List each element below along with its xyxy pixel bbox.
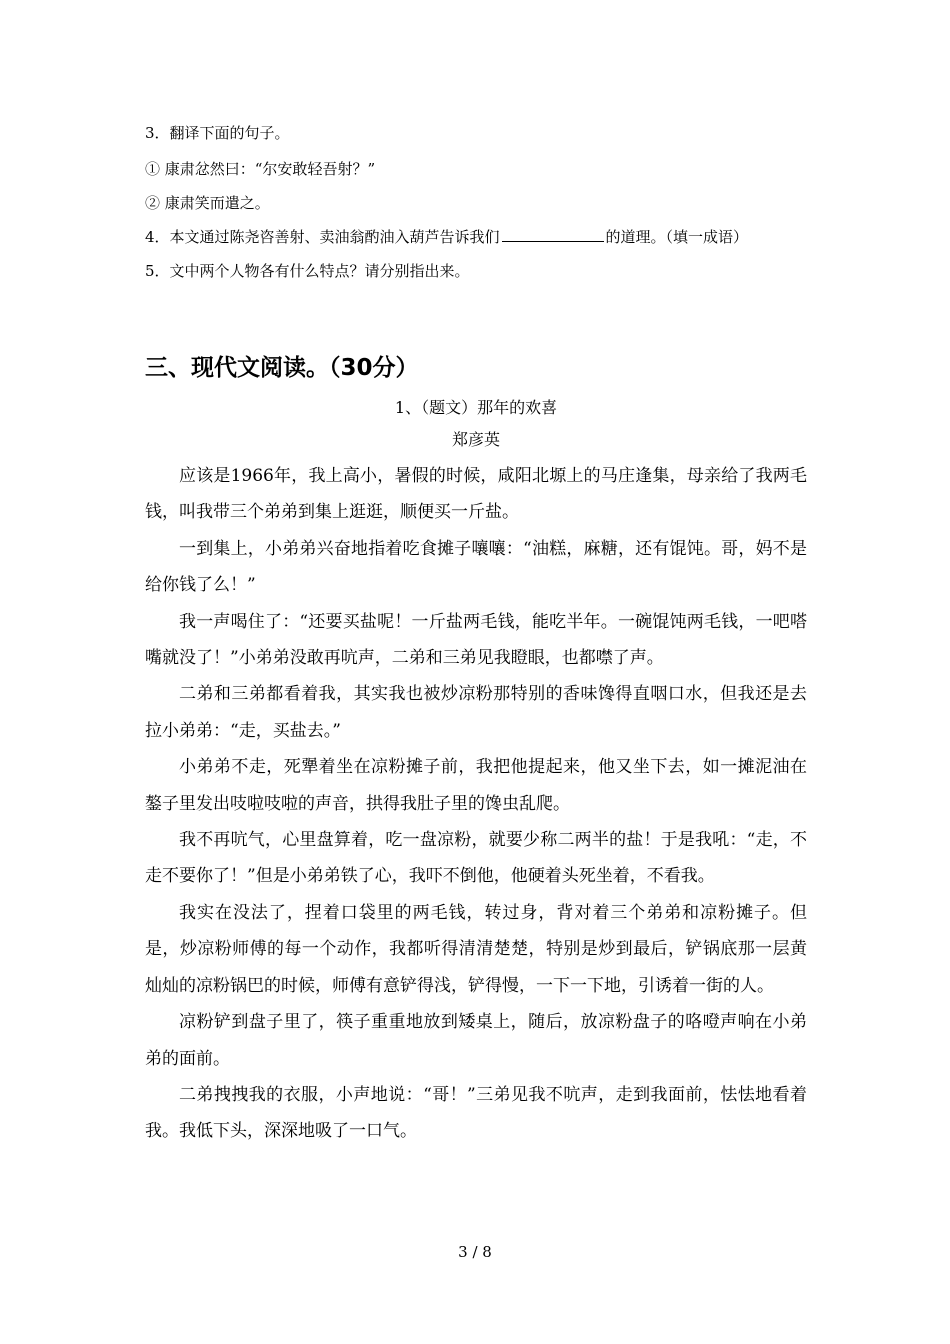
article-paragraph: 小弟弟不走，死犟着坐在凉粉摊子前，我把他提起来，他又坐下去，如一摊泥油在鏊子里发出吱啦吱啦的声音，拱得我肚子里的馋虫乱爬。 (145, 757, 807, 814)
article-paragraph: 应该是1966年，我上高小，暑假的时候，咸阳北塬上的马庄逢集，母亲给了我两毛钱，叫我带三个弟弟到集上逛逛，顺便买一斤盐。 (145, 466, 807, 523)
article-paragraph: 凉粉铲到盘子里了，筷子重重地放到矮桌上，随后，放凉粉盘子的咯噔声响在小弟弟的面前。 (145, 1012, 807, 1069)
article-paragraph: 我不再吭气，心里盘算着，吃一盘凉粉，就要少称二两半的盐！于是我吼：“走，不走不要你了！”但是小弟弟铁了心，我吓不倒他，他硬着头死坐着，不看我。 (145, 830, 807, 887)
question-3: 3．翻译下面的句子。 (145, 124, 290, 142)
article-paragraph: 一到集上，小弟弟兴奋地指着吃食摊子嚷嚷：“油糕，麻糖，还有馄饨。哥，妈不是给你钱了么！” (145, 538, 807, 596)
article-paragraph: 二弟拽拽我的衣服，小声地说：“哥！”三弟见我不吭声，走到我面前，怯怯地看着我。我低下头，深深地吸了一口气。 (145, 1084, 807, 1142)
question-3-item-2: ② 康肃笑而遣之。 (145, 194, 270, 212)
article-paragraph: 我实在没法了，捏着口袋里的两毛钱，转过身，背对着三个弟弟和凉粉摊子。但是，炒凉粉师傅的每一个动作，我都听得清清楚楚，特别是炒到最后，铲锅底那一层黄灿灿的凉粉锅巴的时候，师傅有意铲得浅，铲得慢，一下一下地，引诱着一街的人。 (145, 902, 807, 996)
answer-blank (502, 227, 604, 242)
article-body (145, 458, 807, 1150)
article-paragraph: 二弟和三弟都看着我，其实我也被炒凉粉那特别的香味馋得直咽口水，但我还是去拉小弟弟：“走，买盐去。” (145, 684, 807, 741)
question-4 (145, 227, 748, 247)
article-heading: 1、（题文）那年的欢喜 (394, 398, 558, 417)
question-5: 5．文中两个人物各有什么特点？请分别指出来。 (145, 262, 470, 280)
question-3-item-1: ① 康肃忿然曰：“尔安敢轻吾射？” (145, 160, 376, 178)
question-4-text-after: 的道理。（填一成语） (605, 228, 749, 246)
section-title: 三、现代文阅读。（30分） (145, 355, 419, 381)
page-number: 3 / 8 (458, 1243, 492, 1261)
article-paragraph: 我一声喝住了：“还要买盐呢！一斤盐两毛钱，能吃半年。一碗馄饨两毛钱，一吧嗒嘴就没了！”小弟弟没敢再吭声，二弟和三弟见我瞪眼，也都噤了声。 (145, 611, 807, 669)
article-author: 郑彦英 (451, 430, 500, 449)
question-4-text-before: 4．本文通过陈尧咨善射、卖油翁酌油入葫芦告诉我们 (145, 228, 500, 246)
